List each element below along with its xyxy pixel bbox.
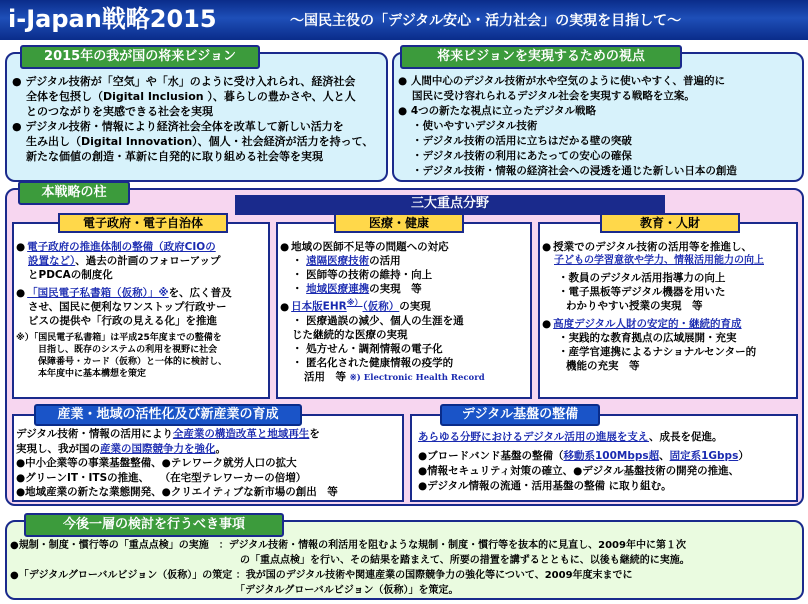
further-heading: 今後一層の検討を行うべき事項	[24, 513, 284, 537]
three-areas-heading: 三大重点分野	[235, 195, 665, 215]
infra-heading: デジタル基盤の整備	[440, 404, 600, 426]
page-subtitle: ～国民主役の「デジタル安心・活力社会」の実現を目指して～	[290, 13, 682, 29]
industry-heading: 産業・地域の活性化及び新産業の育成	[34, 404, 302, 426]
industry-text: デジタル技術・情報の活用により全産業の構造改革と地域再生を 実現し、我が国の産業の国際競争力を強化。 ●中小企業等の事業基盤整備、●テレワーク就労人口の拡大 ●グリーンIT・ITSの推進、 （在宅型テレワーカーの倍増） ●地域産業の新たな業態開発、●クリエイティブな新市場の創出 等	[16, 428, 338, 498]
education-heading: 教育・人財	[600, 213, 740, 233]
medical-heading: 医療・健康	[334, 213, 464, 233]
egov-text: ● 電子政府の推進体制の整備（政府CIOの 設置など）、過去の計画のフォローアップ とPDCAの制度化 ● 「国民電子私書箱（仮称）」※を、広く普及 させ、国民に便利なワンストップ行政サー ビスの提供や「行政の見える化」を推進 ※）「国民電子私書箱」は平成25年度までの整備を 目指し、既存のシステムの利用を視野に社会 保障番号・カード（仮称）と一体的に検討し、 本年度中に基本構想を策定	[16, 240, 268, 380]
further-text: ●規制・制度・慣行等の「重点点検」の実施 ：デジタル技術・情報の利活用を阻むような規制・制度・慣行等を抜本的に見直し、2009年中に第１次 の「重点点検」を行い、その結果を踏まえて、所要の措置を講ずるとともに、以後も継続的に実施。 ●「デジタルグローバルビジョン（仮称）」の策定 ：我が国のデジタル技術や関連産業の国際競争力の強化等について、2009年度末までに 「デジタルグローバルビジョン（仮称）」を策定。	[10, 540, 690, 596]
egov-heading: 電子政府・電子自治体	[58, 213, 228, 233]
vision-heading: 2015年の我が国の将来ビジョン	[20, 45, 260, 69]
page-title: i-Japan戦略2015	[8, 5, 217, 33]
medical-text: ● 地域の医師不足等の問題への対応 ・ 遠隔医療技術の活用 ・ 医師等の技術の維持・向上 ・ 地域医療連携の実現 等 ● 日本版EHR※）（仮称）の実現 ・ 医療過誤の減少、個人の生涯を通 じた継続的な医療の実現 ・ 処方せん・調剤情報の電子化 ・ 匿名化された健康情報の疫学的 活用 等 ※) Electronic Health Record	[280, 240, 530, 385]
viewpoint-heading: 将来ビジョンを実現するための視点	[400, 45, 682, 69]
infra-text: あらゆる分野におけるデジタル活用の進展を支え、成長を促進。 ●ブロードバンド基盤の整備（移動系100Mbps超、固定系1Gbps） ●情報セキュリティ対策の確立、●デジタル基盤技術の開発の推進、 ●デジタル情報の流通・活用基盤の整備 に取り組む。	[418, 431, 749, 492]
education-text: ● 授業でのデジタル技術の活用等を推進し、 子どもの学習意欲や学力、情報活用能力の向上 ・教員のデジタル活用指導力の向上 ・電子黒板等デジタル機器を用いた わかりやすい授業の実現 等 ● 高度デジタル人財の安定的・継続的育成 ・実践的な教育拠点の広域展開・充実 ・産学官連携によるナショナルセンター的 機能の充実 等	[542, 240, 796, 373]
viewpoint-text: ● 人間中心のデジタル技術が水や空気のように使いやすく、普遍的に 国民に受け容れられるデジタル社会を実現する戦略を立案。 ● 4つの新たな視点に立ったデジタル戦略 ・使いやすいデジタル技術 ・デジタル技術の活用に立ちはだかる壁の突破 ・デジタル技術の利用にあたっての安心の確保 ・デジタル技術・情報の経済社会への浸透を通じた新しい日本の創造	[398, 75, 737, 177]
pillars-heading: 本戦略の柱	[18, 181, 130, 205]
vision-text: ● デジタル技術が「空気」や「水」のように受け入れられ、経済社会 全体を包摂し（Digital Inclusion ）、暮らしの豊かさや、人と人 とのつながりを実感できる社会を実現 ● デジタル技術・情報により経済社会全体を改革して新しい活力を 生み出し（Digital Innovation）、個人・社会経済が活力を持って、 新たな価値の創造・革新に自発的に取り組める社会等を実現	[12, 75, 374, 163]
